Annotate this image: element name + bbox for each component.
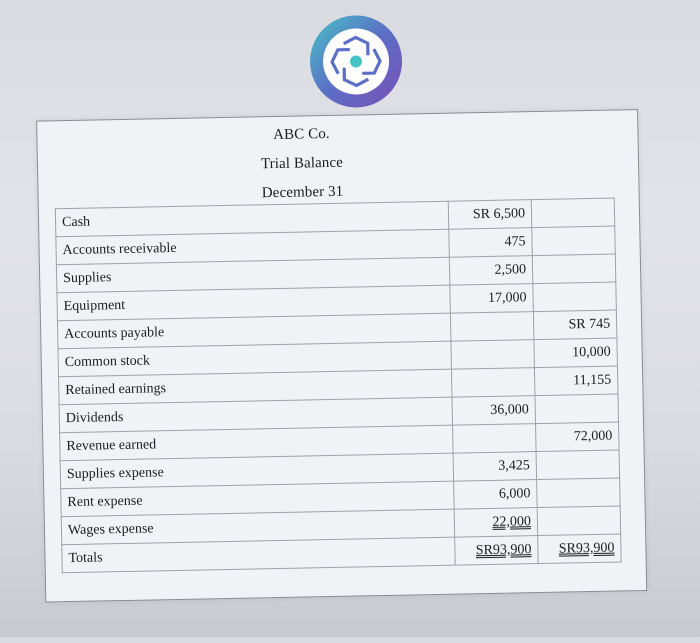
account-name: Equipment bbox=[57, 285, 450, 321]
debit-amount: 3,425 bbox=[453, 452, 537, 482]
account-name: Retained earnings bbox=[59, 369, 452, 405]
account-name: Revenue earned bbox=[60, 425, 453, 461]
debit-amount: 17,000 bbox=[450, 284, 534, 314]
account-name: Dividends bbox=[59, 397, 452, 433]
debit-amount bbox=[451, 340, 535, 370]
account-name: Rent expense bbox=[61, 481, 454, 517]
debit-amount: 6,000 bbox=[454, 480, 538, 510]
account-name: Accounts payable bbox=[57, 313, 450, 349]
credit-amount: 72,000 bbox=[536, 422, 620, 452]
credit-amount bbox=[537, 478, 621, 508]
report-date: December 31 bbox=[261, 183, 344, 202]
trial-balance-table bbox=[55, 198, 622, 574]
credit-amount: 11,155 bbox=[534, 366, 618, 396]
credit-amount: SR 745 bbox=[533, 310, 617, 340]
debit-amount: SR 6,500 bbox=[448, 200, 532, 230]
credit-amount bbox=[537, 506, 621, 536]
debit-amount bbox=[451, 368, 535, 398]
debit-amount bbox=[450, 312, 534, 342]
debit-amount bbox=[453, 424, 537, 454]
credit-amount bbox=[531, 198, 615, 228]
account-name: Cash bbox=[55, 201, 448, 237]
university-logo bbox=[305, 11, 407, 113]
credit-amount bbox=[535, 394, 619, 424]
account-name: Common stock bbox=[58, 341, 451, 377]
debit-amount: 36,000 bbox=[452, 396, 536, 426]
credit-amount bbox=[532, 254, 616, 284]
account-name: Wages expense bbox=[61, 509, 454, 545]
debit-amount: 475 bbox=[449, 228, 533, 258]
account-name: Supplies expense bbox=[60, 453, 453, 489]
credit-amount: 10,000 bbox=[534, 338, 618, 368]
totals-label: Totals bbox=[62, 537, 455, 573]
credit-amount bbox=[532, 226, 616, 256]
totals-credit: SR93,900 bbox=[538, 534, 622, 564]
account-name: Accounts receivable bbox=[56, 229, 449, 265]
report-title: Trial Balance bbox=[260, 154, 344, 173]
totals-debit: SR93,900 bbox=[455, 536, 539, 566]
debit-amount: 2,500 bbox=[449, 256, 533, 286]
credit-amount bbox=[536, 450, 620, 480]
credit-amount bbox=[533, 282, 617, 312]
account-name: Supplies bbox=[56, 257, 449, 293]
debit-amount: 22,000 bbox=[454, 508, 538, 538]
company-name: ABC Co. bbox=[273, 125, 330, 144]
